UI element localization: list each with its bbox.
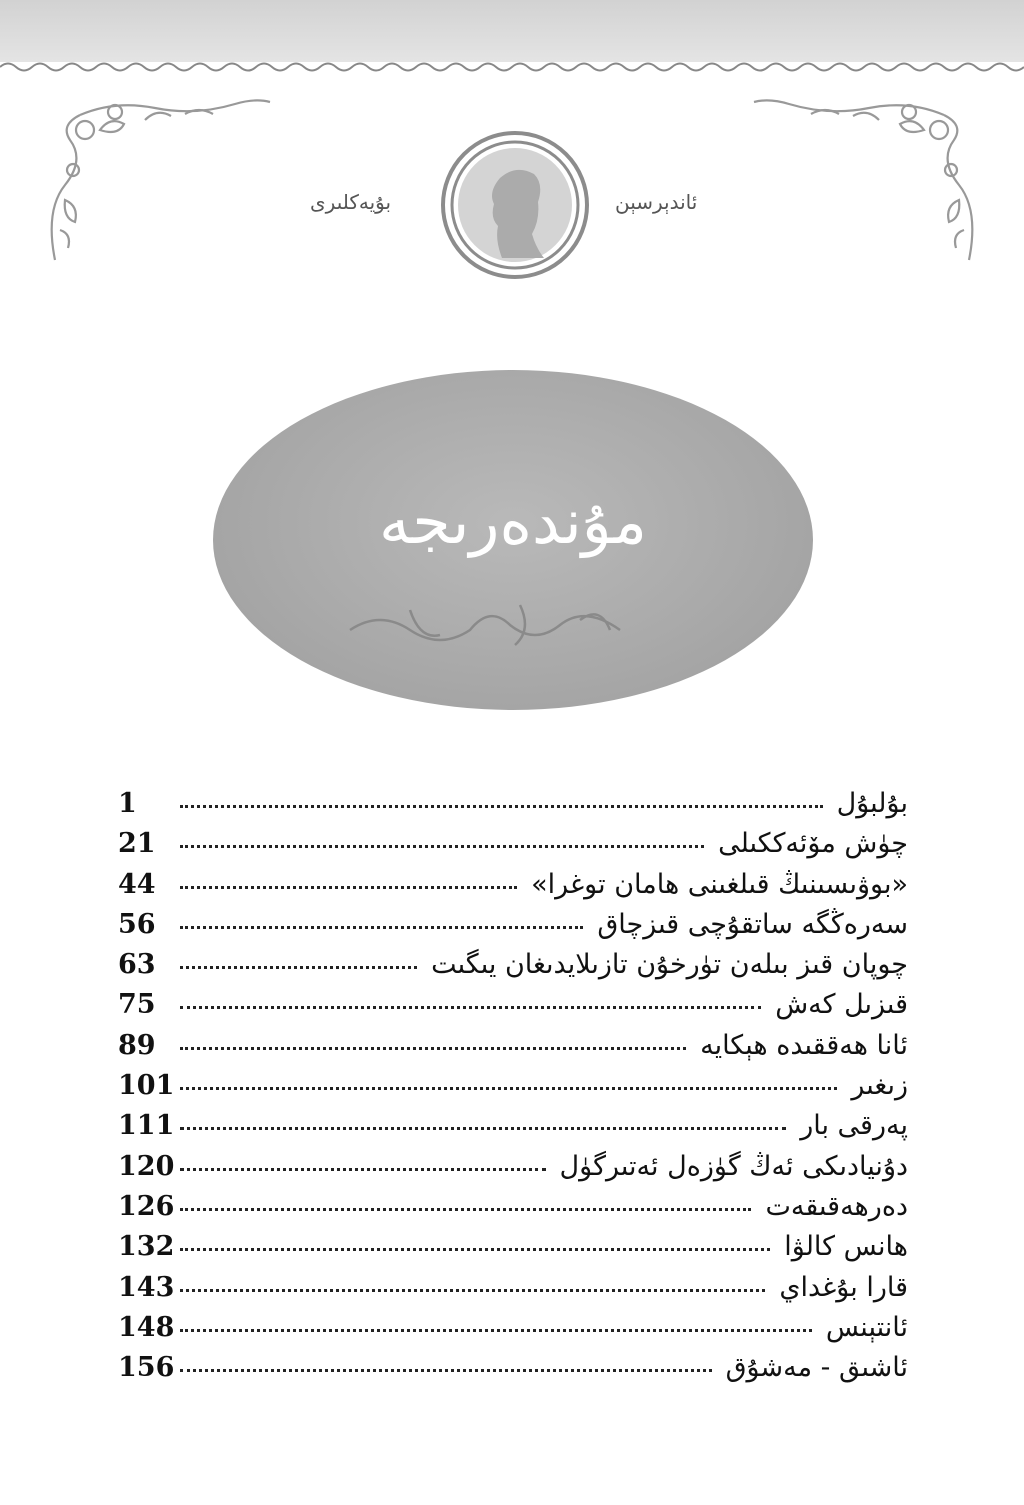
toc-dot-leader bbox=[180, 1127, 786, 1130]
toc-page-number: 120 bbox=[118, 1150, 175, 1182]
top-decorative-border bbox=[0, 60, 1024, 74]
toc-dot-leader bbox=[180, 966, 417, 969]
toc-entry-title: دۇنيادىكى ئەڭ گۈزەل ئەتىرگۈل bbox=[559, 1150, 908, 1182]
header-label-right: ئاندېرسېن bbox=[615, 190, 698, 214]
toc-entry-title: قارا بۇغداي bbox=[779, 1271, 908, 1303]
toc-page-number: 156 bbox=[118, 1352, 175, 1384]
toc-dot-leader bbox=[180, 1248, 770, 1251]
page-title: مۇندەرىجە bbox=[379, 485, 647, 558]
toc-page-number: 148 bbox=[118, 1311, 175, 1343]
toc-entry[interactable] bbox=[118, 949, 908, 989]
toc-page-number: 44 bbox=[118, 868, 156, 900]
toc-entry-title: ھانس كالۋا bbox=[784, 1231, 908, 1263]
toc-entry[interactable] bbox=[118, 1352, 908, 1392]
toc-dot-leader bbox=[180, 1329, 812, 1332]
toc-entry[interactable] bbox=[118, 1070, 908, 1110]
portrait-medallion-icon bbox=[440, 130, 590, 280]
toc-page-number: 111 bbox=[118, 1110, 175, 1142]
toc-dot-leader bbox=[180, 1168, 545, 1171]
toc-entry[interactable] bbox=[118, 869, 908, 909]
toc-entry-title: پەرقى بار bbox=[800, 1110, 908, 1142]
toc-page-number: 21 bbox=[118, 828, 156, 860]
toc-entry[interactable] bbox=[118, 1231, 908, 1271]
toc-entry[interactable] bbox=[118, 1272, 908, 1312]
toc-entry[interactable] bbox=[118, 1312, 908, 1352]
toc-page-number: 1 bbox=[118, 788, 137, 819]
toc-page-number: 101 bbox=[118, 1070, 175, 1102]
toc-page-number: 75 bbox=[118, 989, 156, 1021]
toc-page-number: 132 bbox=[118, 1231, 175, 1263]
toc-entry[interactable] bbox=[118, 828, 908, 868]
toc-entry[interactable] bbox=[118, 1030, 908, 1070]
toc-page-number: 56 bbox=[118, 908, 156, 940]
toc-page-number: 126 bbox=[118, 1190, 175, 1222]
toc-dot-leader bbox=[180, 1087, 837, 1090]
toc-entry-title: ئانا ھەققىدە ھېكايە bbox=[700, 1029, 908, 1061]
toc-dot-leader bbox=[180, 1047, 686, 1050]
toc-dot-leader bbox=[180, 1208, 751, 1211]
toc-page-number: 143 bbox=[118, 1271, 175, 1303]
toc-page-number: 89 bbox=[118, 1029, 156, 1061]
toc-entry-title: «بوۋىسىنىڭ قىلغىنى هامان توغرا» bbox=[531, 868, 908, 900]
toc-page-number: 63 bbox=[118, 949, 156, 981]
toc-entry-title: دەرھەقىقەت bbox=[765, 1190, 908, 1222]
toc-entry[interactable] bbox=[118, 1151, 908, 1191]
toc-dot-leader bbox=[180, 926, 583, 929]
top-gray-band bbox=[0, 0, 1024, 62]
toc-entry-title: بۇلبۇل bbox=[836, 788, 908, 819]
toc-dot-leader bbox=[180, 886, 517, 889]
toc-dot-leader bbox=[180, 805, 823, 808]
toc-entry-title: سەرەڭگە ساتقۇچى قىزچاق bbox=[597, 908, 908, 940]
header-label-left: بۇيەكلىرى bbox=[310, 190, 392, 214]
toc-entry-title: چۈش مۆئەككىلى bbox=[718, 828, 908, 860]
toc-entry-title: زىغىر bbox=[851, 1070, 908, 1102]
toc-entry-title: ئانتېنس bbox=[825, 1311, 908, 1343]
corner-ornament-left-icon bbox=[45, 90, 275, 265]
toc-entry[interactable] bbox=[118, 788, 908, 828]
toc-dot-leader bbox=[180, 1289, 765, 1292]
toc-entry-title: چوپان قىز بىلەن تۈرخۇن تازىلايدىغان يىگىت bbox=[431, 949, 908, 981]
toc-dot-leader bbox=[180, 1369, 711, 1372]
corner-ornament-right-icon bbox=[749, 90, 979, 265]
toc-entry[interactable] bbox=[118, 1191, 908, 1231]
toc-entry-title: ئاشىق - مەشۇق bbox=[725, 1352, 908, 1384]
toc-dot-leader bbox=[180, 845, 704, 848]
toc-dot-leader bbox=[180, 1006, 761, 1009]
table-of-contents bbox=[118, 788, 908, 1392]
toc-entry[interactable] bbox=[118, 909, 908, 949]
signature-flourish-icon bbox=[330, 590, 670, 660]
toc-entry[interactable] bbox=[118, 1110, 908, 1150]
toc-entry[interactable] bbox=[118, 989, 908, 1029]
toc-entry-title: قىزىل كەش bbox=[775, 989, 908, 1021]
